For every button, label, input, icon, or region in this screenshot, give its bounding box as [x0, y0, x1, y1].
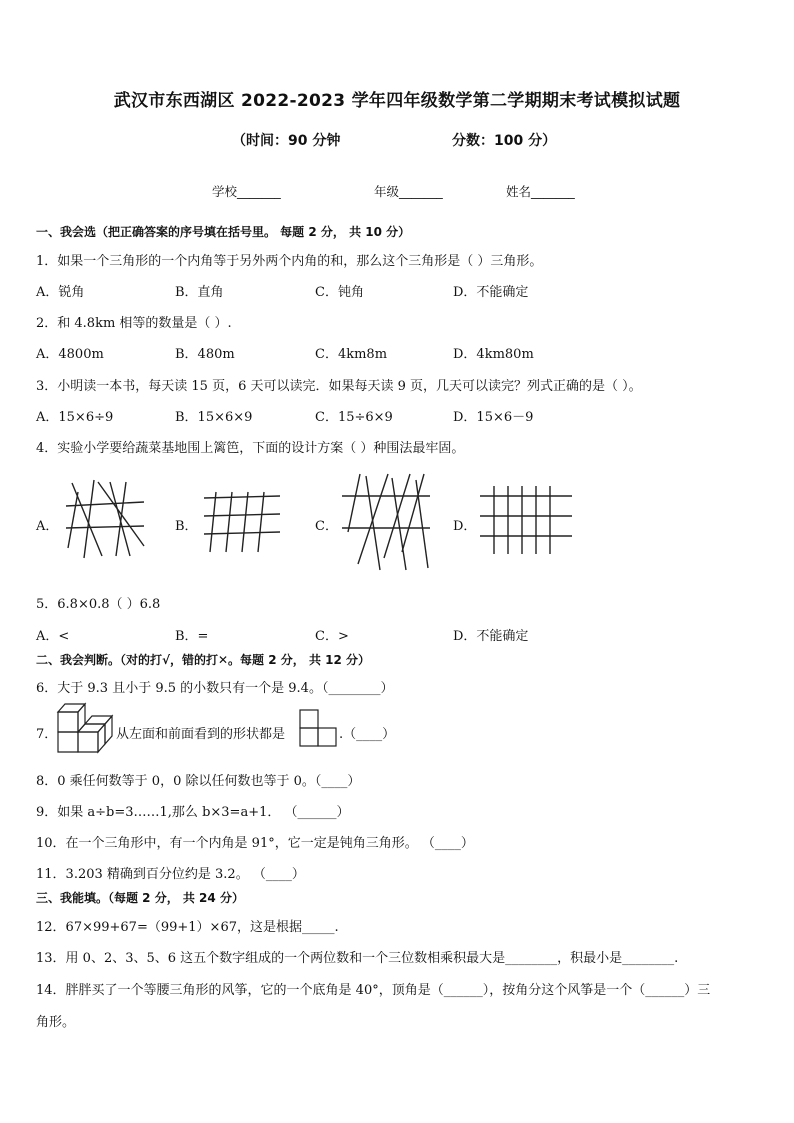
q3-option-d: D．15×6－9 [453, 410, 534, 425]
question-10: 10．在一个三角形中，有一个内角是 91°，它一定是钝角三角形。 （____） [36, 836, 474, 851]
question-13: 13．用 0、2、3、5、6 这五个数字组成的一个两位数和一个三位数相乘积最大是________，积最小是________. [36, 951, 679, 966]
q3-option-a: A．15×6÷9 [36, 410, 114, 425]
exam-score: 分数：100 分） [452, 133, 557, 149]
q5-option-d: D．不能确定 [453, 629, 529, 644]
question-12: 12．67×99+67=（99+1）×67，这是根据_____. [36, 920, 339, 935]
q2-option-d: D．4km80m [453, 347, 534, 362]
question-9: 9．如果 a÷b=3……1,那么 b×3=a+1． （______） [36, 805, 350, 820]
fence-diagram-b [202, 490, 282, 554]
cube-stack-figure [56, 700, 118, 754]
q3-option-b: B．15×6×9 [175, 410, 253, 425]
grade-field: 年级_______ [374, 184, 443, 199]
q5-option-b: B．= [175, 629, 209, 644]
exam-time: （时间：90 分钟 [232, 133, 341, 149]
q5-option-c: C．> [315, 629, 349, 644]
q4-option-b: B． [175, 519, 198, 534]
q3-option-c: C．15÷6×9 [315, 410, 393, 425]
school-field: 学校_______ [212, 184, 281, 199]
square-view-figure [298, 708, 338, 748]
question-2: 2．和 4.8km 相等的数量是（ ）. [36, 316, 232, 331]
q4-option-c: C． [315, 519, 338, 534]
question-14-continued: 角形。 [36, 1015, 76, 1030]
q4-option-a: A． [36, 519, 59, 534]
question-7-answer: .（____） [339, 727, 396, 742]
question-11: 11．3.203 精确到百分位约是 3.2。 （____） [36, 867, 305, 882]
question-4: 4．实验小学要给蔬菜基地围上篱笆，下面的设计方案（ ）种围法最牢固。 [36, 441, 465, 456]
section-heading: 二、我会判断。（对的打√，错的打✕。每题 2 分， 共 12 分） [36, 653, 370, 667]
fence-diagram-a [64, 478, 146, 560]
q4-option-d: D． [453, 519, 477, 534]
question-7-number: 7． [36, 727, 58, 742]
q1-option-d: D．不能确定 [453, 285, 529, 300]
fence-diagram-c [340, 472, 432, 572]
q1-option-b: B．直角 [175, 285, 224, 300]
page-title: 武汉市东西湖区 2022-2023 学年四年级数学第二学期期末考试模拟试题 [113, 91, 681, 111]
q5-option-a: A．< [36, 629, 70, 644]
section-heading: 三、我能填。（每题 2 分， 共 24 分） [36, 891, 244, 905]
section-heading: 一、我会选（把正确答案的序号填在括号里。 每题 2 分， 共 10 分） [36, 225, 411, 239]
fence-diagram-d [478, 484, 574, 556]
q2-option-b: B．480m [175, 347, 235, 362]
q2-option-a: A．4800m [36, 347, 104, 362]
q1-option-a: A．锐角 [36, 285, 85, 300]
name-field: 姓名_______ [506, 184, 575, 199]
question-8: 8．0 乘任何数等于 0，0 除以任何数也等于 0。（____） [36, 774, 361, 789]
question-5: 5．6.8×0.8（ ）6.8 [36, 597, 161, 612]
q2-option-c: C．4km8m [315, 347, 388, 362]
question-6: 6．大于 9.3 且小于 9.5 的小数只有一个是 9.4。（________） [36, 681, 394, 696]
question-1: 1．如果一个三角形的一个内角等于另外两个内角的和，那么这个三角形是（ ）三角形。 [36, 254, 543, 269]
question-7-text: 从左面和前面看到的形状都是 [116, 727, 286, 742]
question-3: 3．小明读一本书，每天读 15 页，6 天可以读完．如果每天读 9 页，几天可以读完？列式正确的是（ ）。 [36, 379, 642, 394]
question-14: 14．胖胖买了一个等腰三角形的风筝，它的一个底角是 40°，顶角是（______），按角分这个风筝是一个（______）三 [36, 983, 711, 998]
q1-option-c: C．钝角 [315, 285, 364, 300]
